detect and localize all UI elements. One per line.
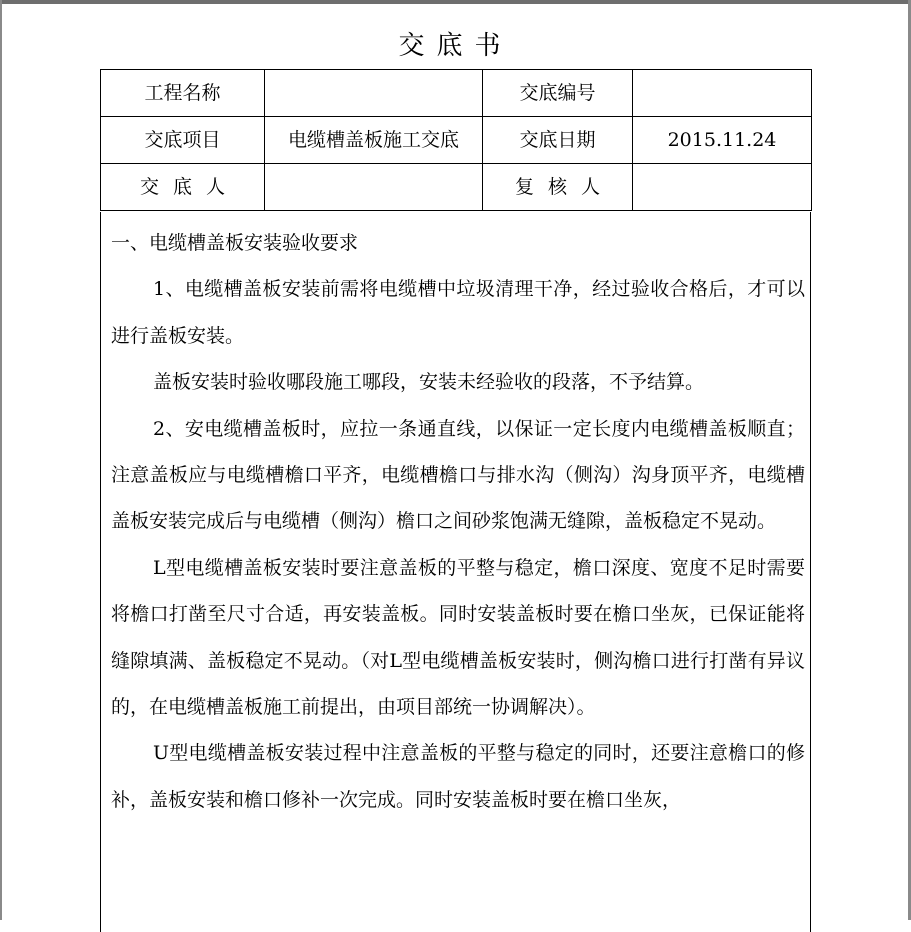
reviewer-value [633,164,812,211]
paragraph: 2、安电缆槽盖板时，应拉一条通直线，以保证一定长度内电缆槽盖板顺直；注意盖板应与电缆槽檐口平齐，电缆槽檐口与排水沟（侧沟）沟身顶平齐，电缆槽盖板安装完成后与电缆槽（侧沟）檐口之间砂浆饱满无缝隙，盖板稳定不晃动。 [111,417,805,533]
disclosure-content [111,220,805,823]
disclosure-item-value: 电缆槽盖板施工交底 [265,117,483,164]
disclosure-number-value [633,70,812,117]
disclosure-item-label: 交底项目 [101,117,265,164]
header-info-table [100,69,812,211]
page-top-border [0,0,911,4]
discloser-label: 交底人 [101,164,265,211]
table-row [101,164,812,211]
paragraph: 盖板安装时验收哪段施工哪段，安装未经验收的段落，不予结算。 [153,371,705,394]
document-title: 交底书 [398,31,513,61]
project-name-value [265,70,483,117]
disclosure-date-value: 2015.11.24 [633,117,812,164]
disclosure-date-label: 交底日期 [483,117,633,164]
reviewer-label: 复核人 [483,164,633,211]
table-row [101,70,812,117]
paragraph: L型电缆槽盖板安装时要注意盖板的平整与稳定，檐口深度、宽度不足时需要将檐口打凿至尺寸合适，再安装盖板。同时安装盖板时要在檐口坐灰，已保证能将缝隙填满、盖板稳定不晃动。（对L型电缆槽盖板安装时，侧沟檐口进行打凿有异议的，在电缆槽盖板施工前提出，由项目部统一协调解决）。 [111,556,805,719]
paragraph: U型电缆槽盖板安装过程中注意盖板的平整与稳定的同时，还要注意檐口的修补，盖板安装和檐口修补一次完成。同时安装盖板时要在檐口坐灰， [111,742,805,811]
discloser-value [265,164,483,211]
project-name-label: 工程名称 [101,70,265,117]
paragraph: 1、电缆槽盖板安装前需将电缆槽中垃圾清理干净，经过验收合格后，才可以进行盖板安装。 [111,278,805,347]
section-heading: 一、电缆槽盖板安装验收要求 [111,232,359,254]
page-left-border [0,0,2,920]
table-row [101,117,812,164]
disclosure-content-box [100,212,811,932]
disclosure-number-label: 交底编号 [483,70,633,117]
